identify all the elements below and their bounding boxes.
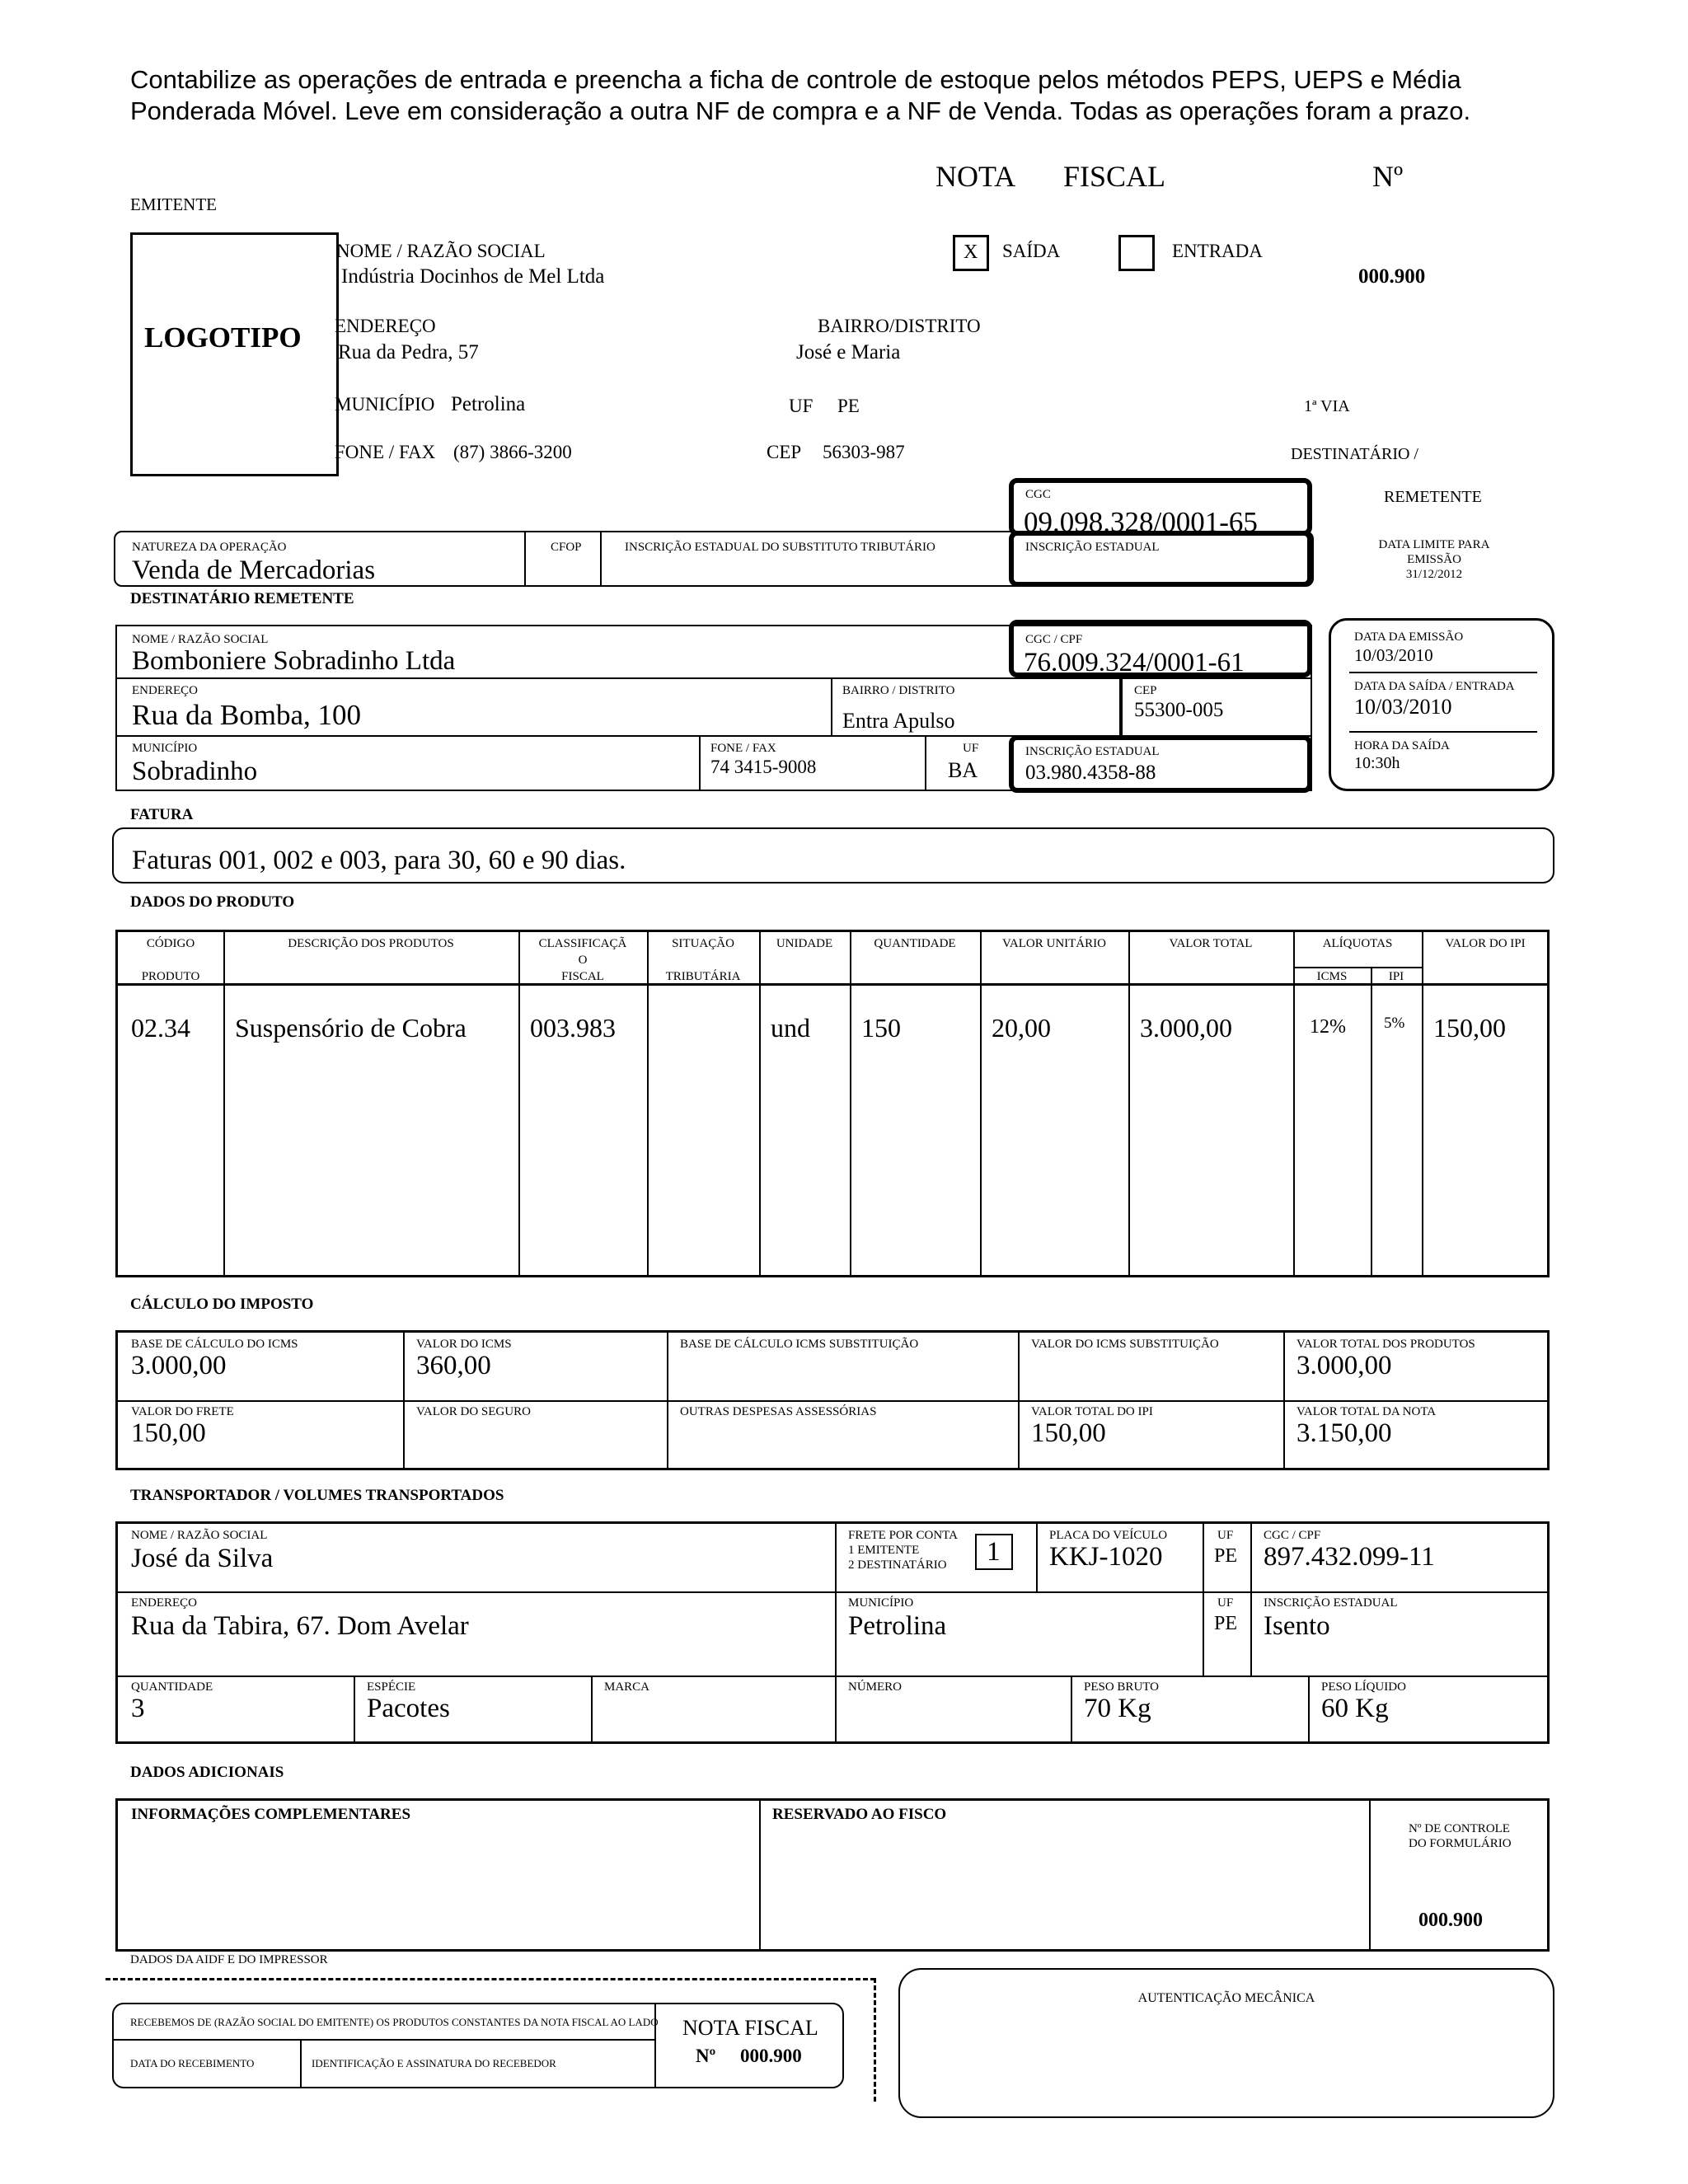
destinatario-section: DESTINATÁRIO REMETENTE [130,590,354,607]
marca-label: MARCA [604,1680,650,1694]
frete-value: 150,00 [131,1418,206,1448]
col-classificacao-2: O [578,954,588,967]
data-limite-label2: EMISSÃO [1407,553,1461,566]
emitente-ie-label: INSCRIÇÃO ESTADUAL [1025,541,1160,554]
emitente-bairro-label: BAIRRO/DISTRITO [818,316,981,336]
fatura-section: FATURA [130,806,194,823]
entrada-label: ENTRADA [1172,241,1263,261]
imposto-section: CÁLCULO DO IMPOSTO [130,1296,314,1313]
transp-uf-label: UF [1217,1529,1234,1542]
transp-nome: José da Silva [131,1544,274,1573]
dest-uf-label: UF [963,742,979,755]
fatura-box [112,827,1554,883]
total-produtos-label: VALOR TOTAL DOS PRODUTOS [1296,1338,1475,1351]
col-aliquotas: ALÍQUOTAS [1322,937,1393,950]
reservado-fisco-label: RESERVADO AO FISCO [772,1806,947,1823]
col-ipi: IPI [1388,970,1404,983]
total-nota-label: VALOR TOTAL DA NOTA [1296,1405,1437,1418]
dest-cep: 55300-005 [1134,699,1224,721]
transp-ie-label: INSCRIÇÃO ESTADUAL [1264,1596,1398,1610]
item-codigo: 02.34 [131,1013,190,1043]
canhoto-nf-label: NOTA FISCAL [682,2016,818,2040]
col-codigo: CÓDIGO [146,937,195,950]
emitente-cgc-label: CGC [1025,488,1051,501]
dest-municipio: Sobradinho [132,757,258,786]
controle-numero: 000.900 [1418,1910,1483,1931]
dashed-separator-vertical [874,1978,876,2102]
transp-municipio-label: MUNICÍPIO [848,1596,914,1610]
total-nota: 3.150,00 [1296,1418,1392,1448]
dest-endereco-label: ENDEREÇO [132,684,198,697]
col-classificacao-1: CLASSIFICAÇÃ [538,937,627,950]
item-valor-total: 3.000,00 [1140,1013,1232,1043]
data-emissao: 10/03/2010 [1354,645,1433,665]
dest-uf: BA [948,758,978,782]
transp-uf2: PE [1214,1613,1238,1634]
transp-nome-label: NOME / RAZÃO SOCIAL [131,1529,268,1542]
dashed-separator-horizontal [106,1978,875,1980]
col-icms: ICMS [1316,970,1348,983]
saida-label: SAÍDA [1002,241,1061,261]
numero-label: Nº [1372,160,1404,193]
dest-nome: Bomboniere Sobradinho Ltda [132,646,456,676]
emitente-uf: PE [837,396,860,416]
autenticacao-label: AUTENTICAÇÃO MECÂNICA [1137,1991,1315,2005]
emitente-municipio: Petrolina [451,393,526,415]
transp-cgc-label: CGC / CPF [1264,1529,1321,1542]
produtos-table [115,930,1550,1277]
transportador-section: TRANSPORTADOR / VOLUMES TRANSPORTADOS [130,1487,504,1504]
ie-subst-label: INSCRIÇÃO ESTADUAL DO SUBSTITUTO TRIBUTÁRIO [625,541,935,554]
emitente-endereco-label: ENDEREÇO [335,316,436,336]
numero-volumes-label: NÚMERO [848,1680,903,1694]
placa-label: PLACA DO VEÍCULO [1049,1529,1168,1542]
nota-title: NOTA [935,160,1016,193]
valor-subst-label: VALOR DO ICMS SUBSTITUIÇÃO [1031,1338,1219,1351]
controle-label-2: DO FORMULÁRIO [1409,1837,1512,1850]
recebemos-text: RECEBEMOS DE (RAZÃO SOCIAL DO EMITENTE) OS PRODUTOS CONSTANTES DA NOTA FISCAL AO LADO [130,2016,659,2028]
peso-bruto: 70 Kg [1084,1694,1151,1723]
emitente-municipio-label: MUNICÍPIO [335,394,435,415]
dest-municipio-label: MUNICÍPIO [132,742,198,755]
natureza-label: NATUREZA DA OPERAÇÃO [132,541,287,554]
base-subst-label: BASE DE CÁLCULO ICMS SUBSTITUIÇÃO [680,1338,919,1351]
remetente-label: REMETENTE [1384,488,1482,506]
data-limite-value: 31/12/2012 [1405,568,1463,581]
dest-cgc: 76.009.324/0001-61 [1024,648,1245,677]
frete-conta-box[interactable] [975,1534,1013,1570]
col-valor-unitario: VALOR UNITÁRIO [1002,937,1106,950]
valor-icms-label: VALOR DO ICMS [416,1338,512,1351]
saida-mark: X [964,241,978,263]
col-descricao: DESCRIÇÃO DOS PRODUTOS [288,937,454,950]
cfop-label: CFOP [551,541,582,554]
adicionais-section: DADOS ADICIONAIS [130,1764,284,1781]
valor-icms: 360,00 [416,1351,491,1380]
nota-numero: 000.900 [1358,265,1426,288]
volumes-quantidade-label: QUANTIDADE [131,1680,213,1694]
logo-text: LOGOTIPO [144,321,302,354]
frete-conta-value: 1 [987,1537,1001,1567]
natureza-value: Venda de Mercadorias [132,555,376,585]
total-produtos: 3.000,00 [1296,1351,1392,1380]
outras-label: OUTRAS DESPESAS ASSESSÓRIAS [680,1405,877,1418]
via-label: 1ª VIA [1304,397,1350,415]
data-recebimento-label: DATA DO RECEBIMENTO [130,2057,255,2069]
transp-ie: Isento [1264,1611,1330,1641]
transp-municipio: Petrolina [848,1611,947,1641]
emitente-cep-label: CEP [767,442,802,462]
dest-bairro-label: BAIRRO / DISTRITO [842,684,955,697]
dest-endereco: Rua da Bomba, 100 [132,699,362,731]
canhoto-nf-numero: 000.900 [740,2046,802,2066]
item-descricao: Suspensório de Cobra [235,1013,467,1043]
assinatura-label: IDENTIFICAÇÃO E ASSINATURA DO RECEBEDOR [312,2057,556,2069]
emitente-label: EMITENTE [130,194,217,214]
transp-cgc: 897.432.099-11 [1264,1542,1435,1572]
total-ipi-label: VALOR TOTAL DO IPI [1031,1405,1153,1418]
col-valor-ipi: VALOR DO IPI [1445,937,1526,950]
transp-uf2-label: UF [1217,1596,1234,1610]
dest-fone: 74 3415-9008 [710,757,817,777]
emitente-bairro: José e Maria [796,341,901,363]
dest-cgc-label: CGC / CPF [1025,633,1083,646]
col-situacao-1: SITUAÇÃO [672,937,734,950]
col-classificacao-3: FISCAL [561,970,604,983]
col-unidade: UNIDADE [776,937,833,950]
dest-fone-label: FONE / FAX [710,742,776,755]
item-valor-unitario: 20,00 [992,1013,1051,1043]
canhoto-box [112,2003,844,2088]
produtos-section: DADOS DO PRODUTO [130,893,295,911]
dest-ie-label: INSCRIÇÃO ESTADUAL [1025,745,1160,758]
base-icms-label: BASE DE CÁLCULO DO ICMS [131,1338,298,1351]
col-quantidade: QUANTIDADE [874,937,956,950]
datas-box [1329,618,1554,791]
destinatario-remetente-label: DESTINATÁRIO / [1291,445,1418,463]
hora-label: HORA DA SAÍDA [1354,739,1450,752]
controle-label-1: Nº DE CONTROLE [1409,1822,1510,1835]
emitente-cep: 56303-987 [823,442,905,462]
dest-cgc-box [1009,620,1312,677]
frete-conta-label2: 1 EMITENTE [848,1544,920,1557]
frete-conta-label1: FRETE POR CONTA [848,1529,958,1542]
imposto-table [115,1330,1550,1470]
dest-nome-label: NOME / RAZÃO SOCIAL [132,633,269,646]
peso-liquido-label: PESO LÍQUIDO [1321,1680,1406,1694]
item-ipi: 5% [1384,1015,1405,1032]
autenticacao-box [898,1968,1554,2118]
transp-endereco-label: ENDEREÇO [131,1596,197,1610]
adicionais-table [115,1798,1550,1952]
logo-box [130,232,339,476]
col-valor-total: VALOR TOTAL [1169,937,1253,950]
frete-label: VALOR DO FRETE [131,1405,234,1418]
frete-conta-label3: 2 DESTINATÁRIO [848,1558,947,1572]
aidf-label: DADOS DA AIDF E DO IMPRESSOR [130,1953,328,1966]
info-complementares-label: INFORMAÇÕES COMPLEMENTARES [131,1806,411,1823]
volumes-quantidade: 3 [131,1694,145,1723]
item-classificacao: 003.983 [530,1013,616,1043]
emitente-ie-box [1009,531,1312,587]
especie-value: Pacotes [367,1694,450,1723]
instruction-line-2: Ponderada Móvel. Leve em consideração a outra NF de compra e a NF de Venda. Todas as operações foram a prazo. [130,96,1471,125]
emitente-cgc-box [1009,478,1312,536]
data-emissao-label: DATA DA EMISSÃO [1354,630,1464,644]
emitente-nome: Indústria Docinhos de Mel Ltda [341,265,605,288]
transp-endereco: Rua da Tabira, 67. Dom Avelar [131,1611,469,1641]
emitente-endereco: Rua da Pedra, 57 [338,341,479,363]
placa-value: KKJ-1020 [1049,1542,1163,1572]
emitente-nome-label: NOME / RAZÃO SOCIAL [336,241,546,261]
instruction-line-1: Contabilize as operações de entrada e preencha a ficha de controle de estoque pelos métodos PEPS, UEPS e Média [130,65,1461,94]
item-icms: 12% [1310,1016,1346,1038]
col-situacao-2: TRIBUTÁRIA [665,970,741,983]
especie-label: ESPÉCIE [367,1680,416,1694]
peso-bruto-label: PESO BRUTO [1084,1680,1159,1694]
emitente-cgc: 09.098.328/0001-65 [1024,506,1258,538]
dest-ie: 03.980.4358-88 [1025,762,1156,784]
base-icms: 3.000,00 [131,1351,227,1380]
data-saida: 10/03/2010 [1354,695,1452,719]
item-valor-ipi: 150,00 [1433,1013,1506,1043]
col-produto: PRODUTO [141,970,200,983]
total-ipi: 150,00 [1031,1418,1106,1448]
dest-ie-box [1009,735,1312,793]
peso-liquido: 60 Kg [1321,1694,1389,1723]
emitente-fone-label: FONE / FAX [335,442,436,462]
data-saida-label: DATA DA SAÍDA / ENTRADA [1354,680,1515,693]
emitente-uf-label: UF [789,396,814,416]
canhoto-nf-numero-label: Nº [696,2046,716,2066]
fiscal-title: FISCAL [1063,160,1166,193]
item-unidade: und [771,1013,810,1043]
hora-saida: 10:30h [1354,754,1400,772]
transp-uf: PE [1214,1545,1238,1567]
entrada-checkbox[interactable] [1118,235,1155,271]
seguro-label: VALOR DO SEGURO [416,1405,531,1418]
transportador-table [115,1521,1550,1744]
item-quantidade: 150 [861,1013,901,1043]
emitente-fone: (87) 3866-3200 [453,442,572,462]
saida-checkbox[interactable] [953,235,989,271]
fatura-text: Faturas 001, 002 e 003, para 30, 60 e 90 dias. [132,846,626,875]
dest-cep-label: CEP [1134,684,1157,697]
dest-bairro: Entra Apulso [842,709,955,733]
data-limite-label1: DATA LIMITE PARA [1378,538,1490,551]
